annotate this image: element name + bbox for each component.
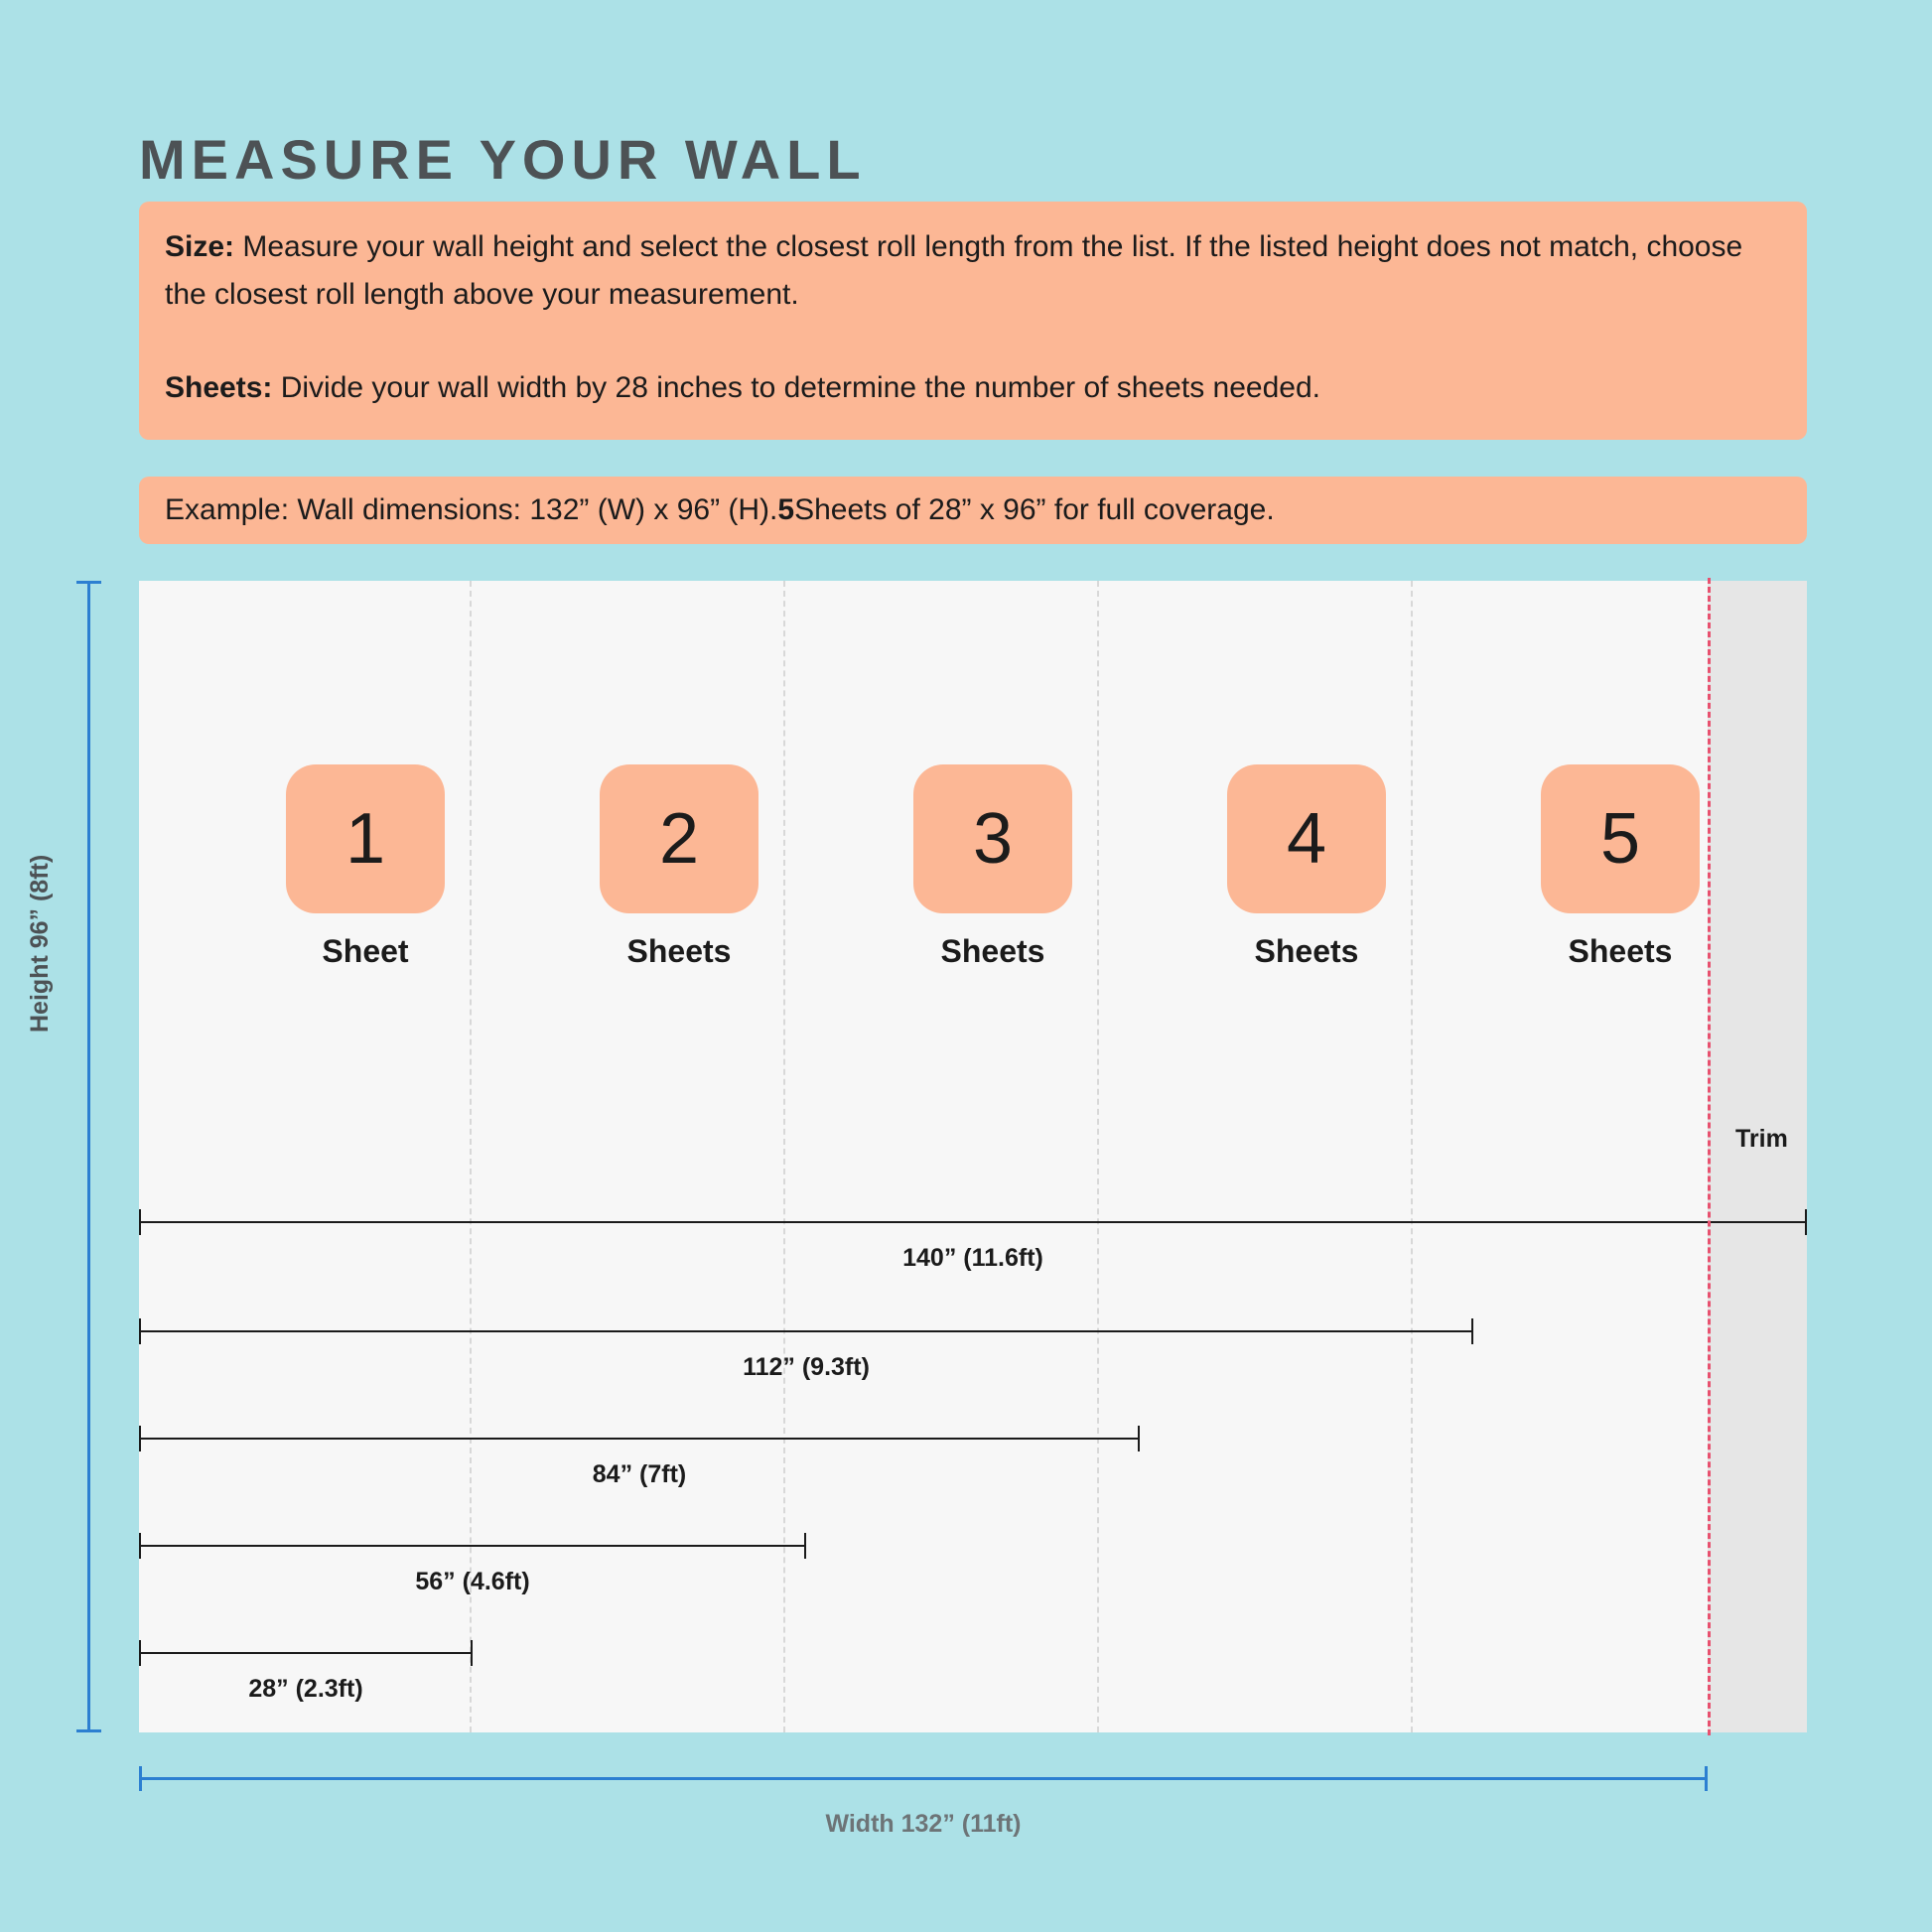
measure-bar-140 <box>139 1221 1807 1223</box>
height-ruler-tip-bottom <box>76 1729 101 1732</box>
measure-label-140: 140” (11.6ft) <box>902 1244 1043 1272</box>
example-prefix: Example: Wall dimensions: 132” (W) x 96” (H). <box>165 493 778 526</box>
measure-bar-84 <box>139 1438 1140 1440</box>
sheet-badge: 3 <box>913 764 1072 913</box>
sheet-caption: Sheet <box>322 933 409 969</box>
measure-cap-left <box>139 1318 141 1344</box>
measure-bar-28 <box>139 1652 473 1654</box>
sheet-seam <box>1411 581 1413 1732</box>
trim-label: Trim <box>1735 1125 1788 1153</box>
instructions-size-text: Measure your wall height and select the closest roll length from the list. If the listed height does not match, choose the closest roll length above your measurement. <box>165 230 1743 311</box>
sheet-seam <box>783 581 785 1732</box>
instructions-size <box>165 223 1781 319</box>
measure-cap-left <box>139 1426 141 1451</box>
measure-cap-left <box>139 1640 141 1666</box>
sheet-marker-4 <box>1227 764 1386 970</box>
measure-cap-left <box>139 1533 141 1559</box>
measure-cap-left <box>139 1209 141 1235</box>
height-ruler <box>87 581 90 1732</box>
sheet-marker-5 <box>1541 764 1700 970</box>
height-label: Height 96” (8ft) <box>26 854 54 1033</box>
example-suffix: Sheets of 28” x 96” for full coverage. <box>794 493 1275 526</box>
width-ruler-tip-right <box>1705 1766 1708 1791</box>
measure-label-84: 84” (7ft) <box>592 1460 687 1488</box>
instructions-size-label: Size: <box>165 230 235 263</box>
measure-cap-right <box>804 1533 806 1559</box>
measure-label-56: 56” (4.6ft) <box>415 1568 530 1595</box>
sheet-marker-3 <box>913 764 1072 970</box>
instructions-callout <box>139 202 1807 440</box>
measure-label-28: 28” (2.3ft) <box>248 1675 363 1703</box>
width-label: Width 132” (11ft) <box>825 1810 1022 1838</box>
wall-diagram <box>139 581 1807 1732</box>
width-ruler <box>139 1777 1708 1780</box>
sheet-caption: Sheets <box>1568 933 1673 969</box>
sheet-marker-1 <box>286 764 445 970</box>
measure-bar-56 <box>139 1545 806 1547</box>
sheet-badge: 1 <box>286 764 445 913</box>
sheet-badge: 5 <box>1541 764 1700 913</box>
page-title: MEASURE YOUR WALL <box>139 128 867 191</box>
measure-label-112: 112” (9.3ft) <box>743 1353 870 1381</box>
measure-cap-right <box>1805 1209 1807 1235</box>
width-ruler-tip-left <box>139 1766 142 1791</box>
sheet-badge: 4 <box>1227 764 1386 913</box>
trim-cut-line <box>1708 578 1711 1735</box>
example-callout <box>139 477 1807 544</box>
wall-surface <box>139 581 1807 1732</box>
sheet-marker-2 <box>600 764 759 970</box>
measure-cap-right <box>471 1640 473 1666</box>
measure-cap-right <box>1138 1426 1140 1451</box>
instructions-sheets-label: Sheets: <box>165 371 273 404</box>
measure-cap-right <box>1471 1318 1473 1344</box>
instructions-sheets <box>165 364 1781 412</box>
sheet-caption: Sheets <box>1254 933 1359 969</box>
sheet-seam <box>470 581 472 1732</box>
trim-zone <box>1708 581 1807 1732</box>
example-count: 5 <box>777 493 795 526</box>
sheet-seam <box>1097 581 1099 1732</box>
height-ruler-tip-top <box>76 581 101 584</box>
sheet-caption: Sheets <box>626 933 732 969</box>
sheet-caption: Sheets <box>940 933 1045 969</box>
instructions-sheets-text: Divide your wall width by 28 inches to determine the number of sheets needed. <box>272 371 1320 404</box>
measure-bar-112 <box>139 1330 1473 1332</box>
sheet-badge: 2 <box>600 764 759 913</box>
